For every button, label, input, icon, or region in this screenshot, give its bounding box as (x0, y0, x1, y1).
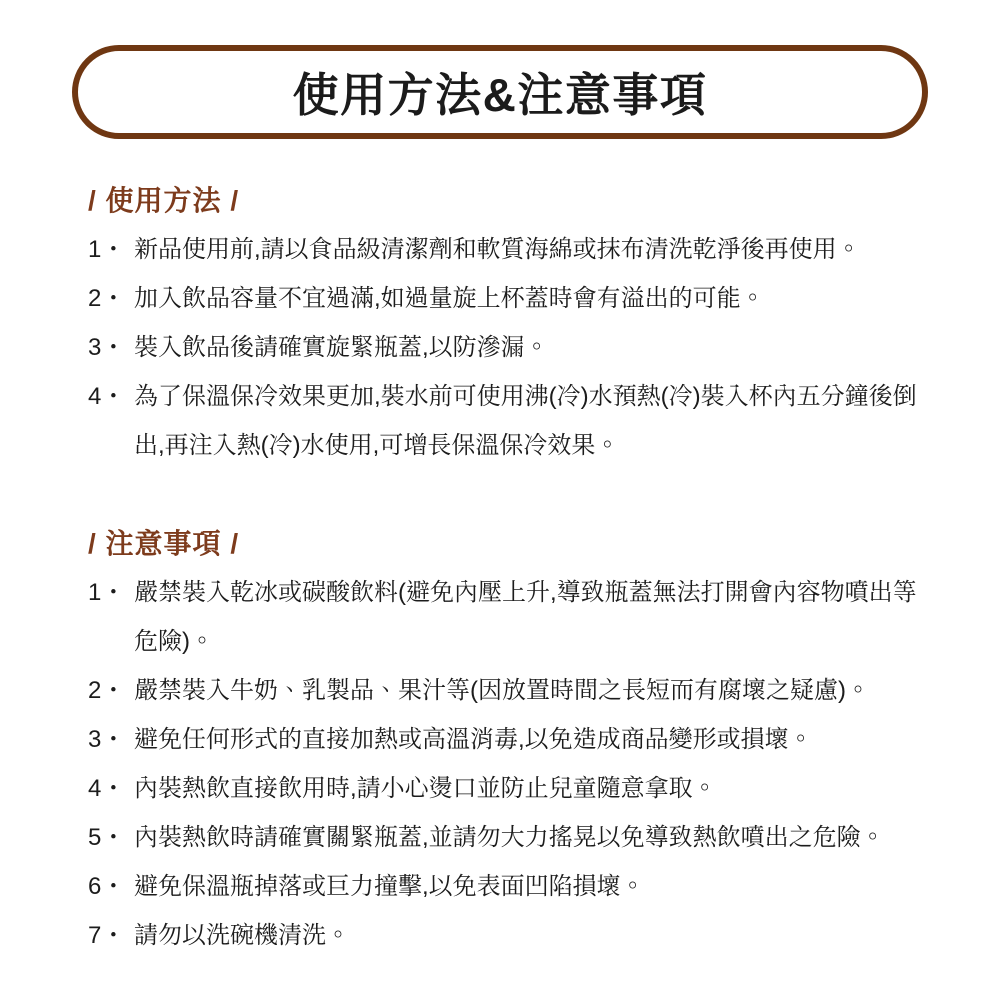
item-text: 嚴禁裝入牛奶、乳製品、果汁等(因放置時間之長短而有腐壞之疑慮)。 (134, 677, 870, 704)
item-text: 為了保溫保冷效果更加,裝水前可使用沸(冷)水預熱(冷)裝入杯內五分鐘後倒出,再注入熱(冷)水使用,可增長保溫保冷效果。 (134, 383, 917, 459)
item-number: 2・ (88, 285, 126, 312)
section-notes (88, 526, 934, 960)
item-number: 3・ (88, 726, 126, 753)
list-item (88, 323, 934, 372)
item-number: 1・ (88, 236, 126, 263)
item-text: 請勿以洗碗機清洗。 (134, 922, 350, 949)
list-item (88, 862, 934, 911)
list-item (88, 372, 934, 470)
item-number: 3・ (88, 334, 126, 361)
page-title: 使用方法&注意事項 (292, 69, 708, 121)
title-banner (72, 45, 928, 139)
instruction-sheet (0, 45, 1000, 1000)
section-usage (88, 183, 934, 470)
item-text: 內裝熱飲時請確實關緊瓶蓋,並請勿大力搖晃以免導致熱飲噴出之危險。 (134, 824, 885, 851)
item-text: 裝入飲品後請確實旋緊瓶蓋,以防滲漏。 (134, 334, 549, 361)
item-number: 2・ (88, 677, 126, 704)
list-item (88, 225, 934, 274)
item-text: 避免保溫瓶掉落或巨力撞擊,以免表面凹陷損壞。 (134, 873, 645, 900)
item-number: 5・ (88, 824, 126, 851)
item-text: 內裝熱飲直接飲用時,請小心燙口並防止兒童隨意拿取。 (134, 775, 717, 802)
item-number: 6・ (88, 873, 126, 900)
item-number: 4・ (88, 383, 126, 410)
section-heading-usage: / 使用方法 / (88, 185, 240, 216)
list-item (88, 274, 934, 323)
usage-item-list (88, 225, 934, 470)
notes-item-list (88, 568, 934, 960)
list-item (88, 666, 934, 715)
item-text: 嚴禁裝入乾冰或碳酸飲料(避免內壓上升,導致瓶蓋無法打開會內容物噴出等危險)。 (134, 579, 917, 655)
list-item (88, 715, 934, 764)
section-heading-notes: / 注意事項 / (88, 528, 240, 559)
item-text: 避免任何形式的直接加熱或高溫消毒,以免造成商品變形或損壞。 (134, 726, 813, 753)
item-number: 1・ (88, 579, 126, 606)
item-number: 4・ (88, 775, 126, 802)
item-text: 新品使用前,請以食品級清潔劑和軟質海綿或抹布清洗乾淨後再使用。 (134, 236, 861, 263)
list-item (88, 568, 934, 666)
content-area (0, 183, 1000, 960)
item-number: 7・ (88, 922, 126, 949)
list-item (88, 764, 934, 813)
list-item (88, 911, 934, 960)
list-item (88, 813, 934, 862)
item-text: 加入飲品容量不宜過滿,如過量旋上杯蓋時會有溢出的可能。 (134, 285, 765, 312)
